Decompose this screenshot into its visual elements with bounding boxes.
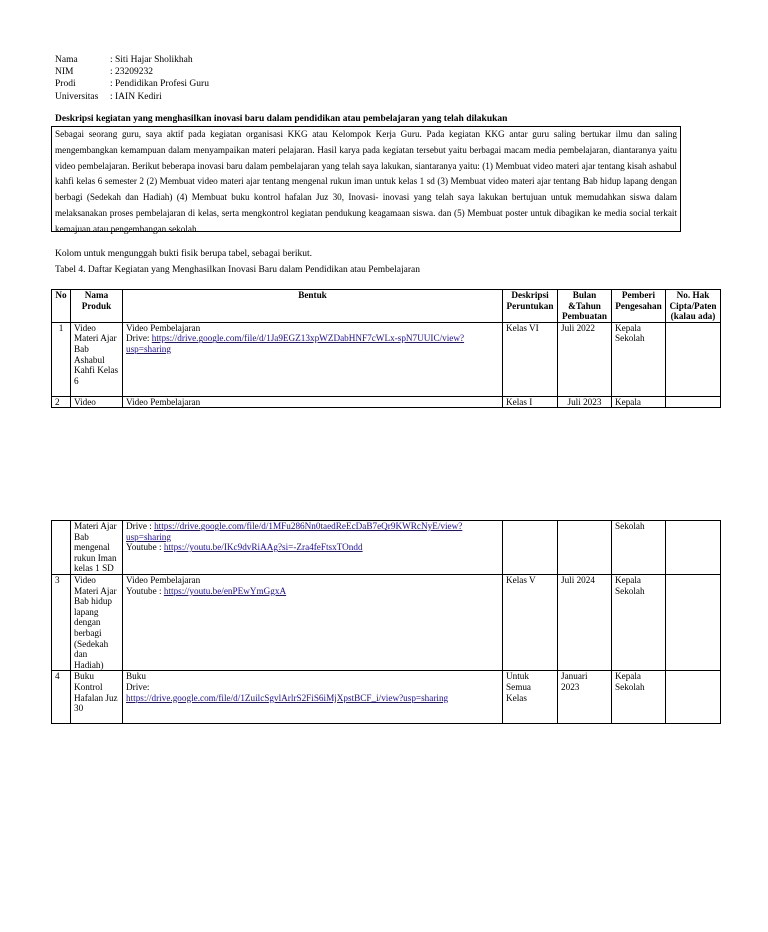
cell-hak-cipta [666, 396, 721, 408]
cell-bulan-tahun: Juli 2023 [558, 396, 612, 408]
cell-bentuk [123, 322, 503, 396]
cell-hak-cipta [666, 322, 721, 396]
activities-table-part1 [51, 289, 721, 408]
youtube-line [126, 586, 499, 597]
drive-label: Drive : [126, 521, 155, 531]
bentuk-title: Video Pembelajaran [126, 322, 201, 333]
drive-link[interactable]: https://drive.google.com/file/d/1Ja9EGZ13xpWZDabHNF7cWLx-spN7UUIC/view?usp=sharing [126, 333, 465, 354]
identity-row-nama [55, 54, 209, 66]
cell-no: 4 [52, 671, 71, 724]
identity-row-prodi [55, 78, 209, 90]
youtube-link[interactable]: https://youtu.be/enPEwYmGgxA [163, 585, 287, 596]
header-bulan-tahun: Bulan &Tahun Pembuatan [558, 290, 612, 323]
drive-link[interactable]: https://drive.google.com/file/d/1ZuilcSgvlArlrS2FiS6iMjXpstBCF_i/view?usp=sharing [126, 692, 449, 703]
header-hak-cipta: No. Hak Cipta/Paten (kalau ada) [666, 290, 721, 323]
header-nama-produk: Nama Produk [71, 290, 123, 323]
table-row [52, 521, 721, 575]
youtube-label: Youtube : [126, 542, 164, 553]
drive-line [126, 333, 499, 354]
table-header-row [52, 290, 721, 323]
youtube-line [126, 542, 499, 553]
table-caption: Tabel 4. Daftar Kegiatan yang Menghasilkan Inovasi Baru dalam Pendidikan atau Pembelajaran [55, 265, 420, 275]
identity-value: : Siti Hajar Sholikhah [110, 55, 193, 65]
cell-pemberi: Sekolah [612, 521, 666, 575]
cell-deskripsi: Kelas VI [503, 322, 558, 396]
cell-bentuk [123, 574, 503, 670]
identity-label: Prodi [55, 79, 76, 90]
bentuk-title: Buku [126, 671, 146, 682]
cell-no: 3 [52, 574, 71, 670]
cell-deskripsi: Kelas I [503, 396, 558, 408]
youtube-label: Youtube : [126, 585, 164, 596]
cell-nama-produk: Materi Ajar Bab mengenal rukun Iman kelas 1 SD [71, 521, 123, 575]
cell-deskripsi: Kelas V [503, 574, 558, 670]
upload-note: Kolom untuk mengunggah bukti fisik berupa tabel, sebagai berikut. [55, 249, 312, 259]
identity-label: Nama [55, 55, 78, 65]
drive-label: Drive: [126, 681, 150, 692]
drive-label: Drive: [126, 333, 152, 344]
cell-no: 1 [52, 322, 71, 396]
identity-label: Universitas [55, 91, 99, 102]
cell-deskripsi [503, 521, 558, 575]
activities-table-part2 [51, 520, 721, 724]
cell-bentuk [123, 671, 503, 724]
cell-pemberi: Kepala Sekolah [612, 322, 666, 396]
cell-pemberi: Kepala Sekolah [612, 671, 666, 724]
cell-bulan-tahun: Juli 2022 [558, 322, 612, 396]
header-deskripsi: Deskripsi Peruntukan [503, 290, 558, 323]
youtube-link[interactable]: https://youtu.be/IKc9dvRiAAg?si=-Zra4feFtsxTOndd [163, 542, 363, 553]
bentuk-title: Video Pembelajaran [126, 574, 201, 585]
identity-row-nim [55, 66, 209, 78]
table-row [52, 671, 721, 724]
table-row [52, 574, 721, 670]
identity-label: NIM [55, 67, 74, 78]
cell-bulan-tahun [558, 521, 612, 575]
description-title: Deskripsi kegiatan yang menghasilkan inovasi baru dalam pendidikan atau pembelajaran yang telah dilakukan [55, 114, 508, 124]
cell-pemberi: Kepala Sekolah [612, 574, 666, 670]
drive-line [126, 521, 499, 542]
identity-value: : 23209232 [110, 67, 154, 78]
cell-hak-cipta [666, 671, 721, 724]
cell-no: 2 [52, 396, 71, 408]
cell-nama-produk: Video [71, 396, 123, 408]
identity-block [55, 54, 209, 103]
description-box: Sebagai seorang guru, saya aktif pada kegiatan organisasi KKG atau Kelompok Kerja Guru. Pada kegiatan KKG antar guru saling bertukar ilmu dan saling mengembangkan kemampuan dalam menyampaikan materi pelajaran. Hasil karya pada kegiatan tersebut yaitu berbagai macam media pembelajaran, diantaranya yaitu video pembelajaran. Berikut beberapa inovasi baru dalam pembelajaran yang telah saya lakukan, siantaranya yaitu: (1) Membuat video materi ajar tentang kisah ashabul kahfi kelas 6 semester 2 (2) Membuat video materi ajar tentang mengenal rukun iman untuk kelas 1 sd (3) Membuat video materi ajar tentang Bab hidup lapang dengan berbagi (Sedekah dan Hadiah) (4) Membuat buku kontrol hafalan Juz 30, Inovasi- inovasi yang telah saya lakukan bertujuan untuk memudahkan siswa dalam melaksanakan proses pembelajaran di kelas, serta mengkontrol kegiatan pendukung keagamaan siswa. dan (5) Membuat poster untuk dibagikan ke media social terkait kemajuan atau pengembangan sekolah. [51, 126, 681, 232]
cell-pemberi: Kepala [612, 396, 666, 408]
drive-link[interactable]: https://drive.google.com/file/d/1MFu286Nn0taedReEcDaB7eQr9KWRcNyE/view?usp=sharing [126, 521, 463, 542]
cell-deskripsi: Untuk Semua Kelas [503, 671, 558, 724]
drive-line [126, 693, 499, 704]
header-no: No [52, 290, 71, 323]
cell-nama-produk: Video Materi Ajar Bab hidup lapang dengan berbagi (Sedekah dan Hadiah) [71, 574, 123, 670]
identity-value: : Pendidikan Profesi Guru [110, 79, 209, 90]
cell-bentuk: Video Pembelajaran [123, 396, 503, 408]
cell-nama-produk: Video Materi Ajar Bab Ashabul Kahfi Kelas 6 [71, 322, 123, 396]
cell-bentuk [123, 521, 503, 575]
cell-hak-cipta [666, 574, 721, 670]
identity-value: : IAIN Kediri [110, 91, 162, 102]
header-pemberi-pengesahan: Pemberi Pengesahan [612, 290, 666, 323]
cell-hak-cipta [666, 521, 721, 575]
cell-nama-produk: Buku Kontrol Hafalan Juz 30 [71, 671, 123, 724]
table-row [52, 396, 721, 408]
header-bentuk: Bentuk [123, 290, 503, 323]
cell-no [52, 521, 71, 575]
table-row [52, 322, 721, 396]
cell-bulan-tahun: Januari 2023 [558, 671, 612, 724]
cell-bulan-tahun: Juli 2024 [558, 574, 612, 670]
identity-row-universitas [55, 91, 209, 103]
